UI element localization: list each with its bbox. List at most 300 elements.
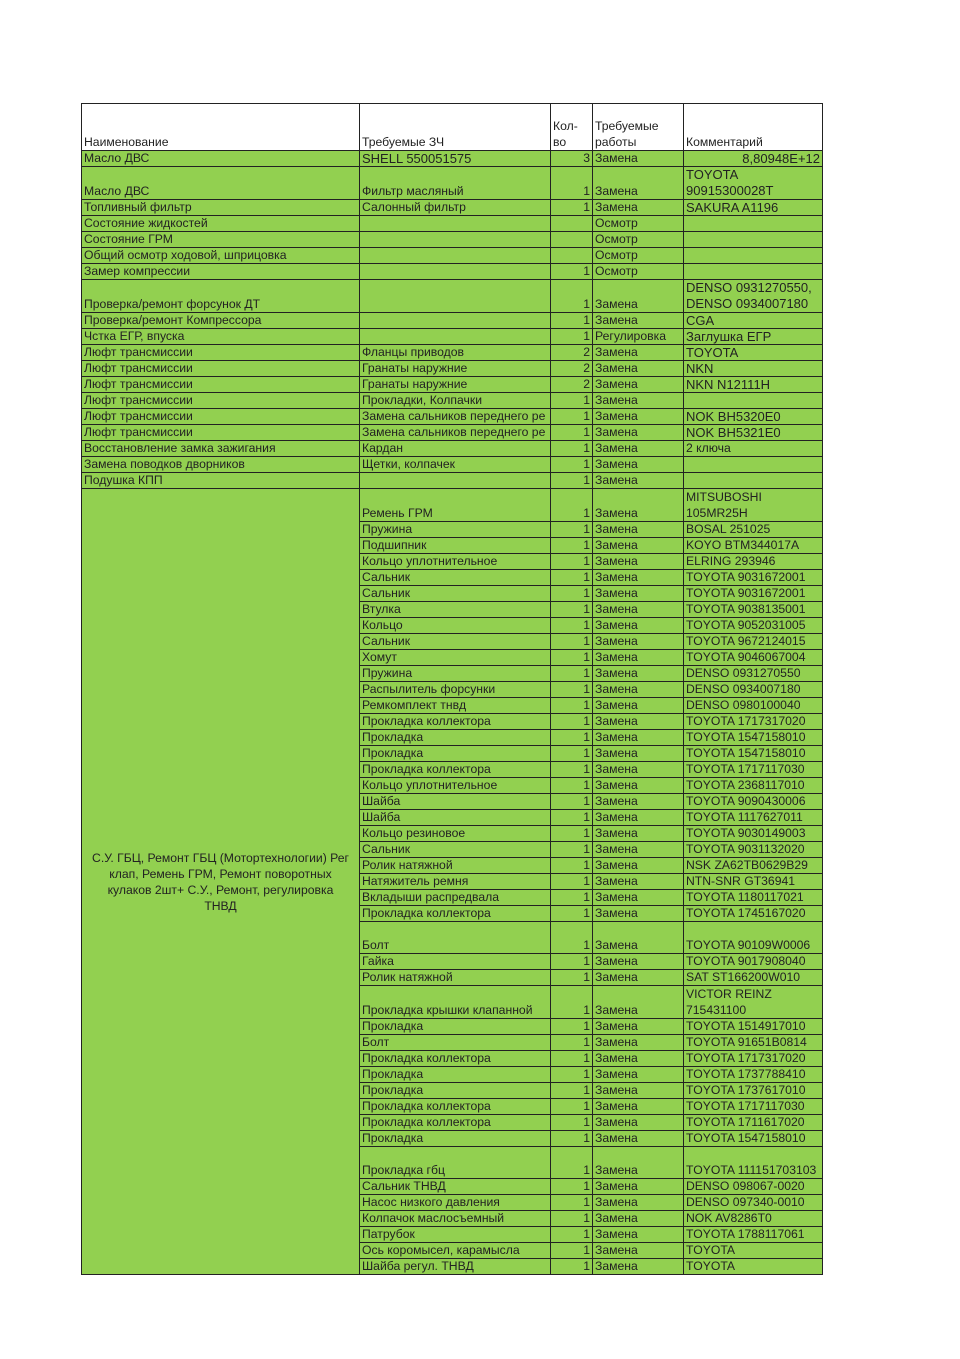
qty-cell[interactable]: 1: [551, 457, 593, 473]
qty-cell[interactable]: 2: [551, 345, 593, 361]
qty-cell[interactable]: 1: [551, 986, 593, 1019]
comment-cell[interactable]: TOYOTA 9031672001: [684, 570, 823, 586]
part-cell[interactable]: [360, 216, 551, 232]
name-cell[interactable]: Масло ДВС: [82, 167, 360, 200]
comment-cell[interactable]: TOYOTA 1547158010: [684, 746, 823, 762]
qty-cell[interactable]: 1: [551, 1195, 593, 1211]
name-cell[interactable]: Замена поводков дворников: [82, 457, 360, 473]
qty-cell[interactable]: 1: [551, 409, 593, 425]
work-cell[interactable]: Замена: [593, 1115, 684, 1131]
qty-cell[interactable]: 1: [551, 1179, 593, 1195]
qty-cell[interactable]: 1: [551, 473, 593, 489]
comment-cell[interactable]: TOYOTA 1737617010: [684, 1083, 823, 1099]
work-cell[interactable]: Осмотр: [593, 232, 684, 248]
work-cell[interactable]: Замена: [593, 425, 684, 441]
qty-cell[interactable]: 1: [551, 425, 593, 441]
name-cell[interactable]: Люфт трансмиссии: [82, 425, 360, 441]
name-cell[interactable]: Проверка/ремонт Компрессора: [82, 313, 360, 329]
comment-cell[interactable]: TOYOTA 1514917010: [684, 1019, 823, 1035]
work-cell[interactable]: Замена: [593, 1195, 684, 1211]
part-cell[interactable]: [360, 232, 551, 248]
part-cell[interactable]: Патрубок: [360, 1227, 551, 1243]
qty-cell[interactable]: 1: [551, 810, 593, 826]
part-cell[interactable]: Гранаты наружние: [360, 377, 551, 393]
part-cell[interactable]: Прокладка коллектора: [360, 1099, 551, 1115]
comment-cell[interactable]: MITSUBOSHI 105MR25H: [684, 489, 823, 522]
comment-cell[interactable]: Заглушка ЕГР: [684, 329, 823, 345]
table-row: [82, 473, 823, 489]
comment-cell[interactable]: TOYOTA 9030149003: [684, 826, 823, 842]
comment-cell[interactable]: [684, 473, 823, 489]
comment-cell[interactable]: TOYOTA 9031132020: [684, 842, 823, 858]
part-cell[interactable]: Прокладка коллектора: [360, 1051, 551, 1067]
table-row: [82, 216, 823, 232]
comment-cell[interactable]: TOYOTA 9090430006: [684, 794, 823, 810]
work-cell[interactable]: Замена: [593, 698, 684, 714]
part-cell[interactable]: Прокладка: [360, 1067, 551, 1083]
comment-cell[interactable]: TOYOTA 1717317020: [684, 714, 823, 730]
qty-cell[interactable]: 1: [551, 634, 593, 650]
work-cell[interactable]: Замена: [593, 826, 684, 842]
part-cell[interactable]: Прокладка: [360, 746, 551, 762]
part-cell[interactable]: SHELL 550051575: [360, 151, 551, 167]
comment-cell[interactable]: TOYOTA 1788117061: [684, 1227, 823, 1243]
part-cell[interactable]: Гайка: [360, 954, 551, 970]
part-cell[interactable]: Прокладка коллектора: [360, 762, 551, 778]
work-cell[interactable]: Замена: [593, 570, 684, 586]
comment-cell[interactable]: [684, 232, 823, 248]
qty-cell[interactable]: 1: [551, 730, 593, 746]
comment-cell[interactable]: TOYOTA: [684, 345, 823, 361]
table-row: [82, 361, 823, 377]
qty-cell[interactable]: 1: [551, 650, 593, 666]
qty-cell[interactable]: 1: [551, 842, 593, 858]
qty-cell[interactable]: 1: [551, 698, 593, 714]
work-cell[interactable]: Замена: [593, 409, 684, 425]
work-cell[interactable]: Замена: [593, 1259, 684, 1275]
part-cell[interactable]: Гранаты наружние: [360, 361, 551, 377]
name-cell[interactable]: Состояние жидкостей: [82, 216, 360, 232]
part-cell[interactable]: Сальник: [360, 634, 551, 650]
part-cell[interactable]: Прокладка крышки клапанной: [360, 986, 551, 1019]
qty-cell[interactable]: 1: [551, 522, 593, 538]
parts-spreadsheet: [81, 103, 823, 1275]
work-cell[interactable]: Замена: [593, 922, 684, 954]
qty-cell[interactable]: 1: [551, 954, 593, 970]
work-cell[interactable]: Замена: [593, 746, 684, 762]
part-cell[interactable]: [360, 313, 551, 329]
work-cell[interactable]: Замена: [593, 682, 684, 698]
part-cell[interactable]: Кольцо: [360, 618, 551, 634]
part-cell[interactable]: Колпачок маслосъемный: [360, 1211, 551, 1227]
comment-cell[interactable]: NOK BH5320E0: [684, 409, 823, 425]
table-row: [82, 441, 823, 457]
qty-cell[interactable]: 1: [551, 393, 593, 409]
comment-cell[interactable]: NOK BH5321E0: [684, 425, 823, 441]
qty-cell[interactable]: 1: [551, 922, 593, 954]
comment-cell[interactable]: TOYOTA 2368117010: [684, 778, 823, 794]
work-cell[interactable]: Замена: [593, 377, 684, 393]
work-cell[interactable]: Замена: [593, 441, 684, 457]
qty-cell[interactable]: 1: [551, 874, 593, 890]
part-cell[interactable]: Фильтр масляный: [360, 167, 551, 200]
part-cell[interactable]: Прокладки, Колпачки: [360, 393, 551, 409]
part-cell[interactable]: Фланцы приводов: [360, 345, 551, 361]
part-cell[interactable]: Замена сальников переднего ре: [360, 409, 551, 425]
part-cell[interactable]: Шайба: [360, 794, 551, 810]
work-cell[interactable]: Замена: [593, 602, 684, 618]
qty-cell[interactable]: 1: [551, 778, 593, 794]
comment-cell[interactable]: BOSAL 251025: [684, 522, 823, 538]
comment-cell[interactable]: [684, 457, 823, 473]
qty-cell[interactable]: 1: [551, 1035, 593, 1051]
header-name[interactable]: Наименование: [82, 104, 360, 151]
work-cell[interactable]: Замена: [593, 1243, 684, 1259]
name-cell[interactable]: Топливный фильтр: [82, 200, 360, 216]
part-cell[interactable]: Прокладка коллектора: [360, 714, 551, 730]
comment-cell[interactable]: NOK AV8286T0: [684, 1211, 823, 1227]
table-row: [82, 425, 823, 441]
part-cell[interactable]: Сальник ТНВД: [360, 1179, 551, 1195]
work-cell[interactable]: Замена: [593, 345, 684, 361]
qty-cell[interactable]: 1: [551, 1115, 593, 1131]
work-cell[interactable]: Замена: [593, 280, 684, 313]
qty-cell[interactable]: 1: [551, 554, 593, 570]
name-cell[interactable]: Подушка КПП: [82, 473, 360, 489]
qty-cell[interactable]: [551, 232, 593, 248]
work-cell[interactable]: Замена: [593, 554, 684, 570]
qty-cell[interactable]: 1: [551, 618, 593, 634]
work-cell[interactable]: Замена: [593, 778, 684, 794]
comment-cell[interactable]: [684, 216, 823, 232]
qty-cell[interactable]: 1: [551, 167, 593, 200]
table-row: [82, 457, 823, 473]
work-cell[interactable]: Замена: [593, 1227, 684, 1243]
qty-cell[interactable]: 1: [551, 489, 593, 522]
qty-cell[interactable]: 1: [551, 1099, 593, 1115]
table-row: [82, 313, 823, 329]
part-cell[interactable]: Распылитель форсунки: [360, 682, 551, 698]
work-cell[interactable]: Замена: [593, 1179, 684, 1195]
table-row: [82, 232, 823, 248]
qty-cell[interactable]: 1: [551, 1211, 593, 1227]
name-cell[interactable]: Состояние ГРМ: [82, 232, 360, 248]
work-cell[interactable]: Замена: [593, 650, 684, 666]
name-cell[interactable]: Масло ДВС: [82, 151, 360, 167]
part-cell[interactable]: Хомут: [360, 650, 551, 666]
qty-cell[interactable]: 1: [551, 714, 593, 730]
work-cell[interactable]: Замена: [593, 151, 684, 167]
comment-cell[interactable]: DENSO 097340-0010: [684, 1195, 823, 1211]
comment-cell[interactable]: DENSO 0931270550: [684, 666, 823, 682]
comment-cell[interactable]: [684, 248, 823, 264]
comment-cell[interactable]: VICTOR REINZ 715431100: [684, 986, 823, 1019]
comment-cell[interactable]: TOYOTA: [684, 1243, 823, 1259]
work-cell[interactable]: Замена: [593, 794, 684, 810]
work-cell[interactable]: Замена: [593, 1211, 684, 1227]
name-cell[interactable]: Проверка/ремонт форсунок ДТ: [82, 280, 360, 313]
comment-cell[interactable]: DENSO 098067-0020: [684, 1179, 823, 1195]
qty-cell[interactable]: 1: [551, 280, 593, 313]
table-row: [82, 167, 823, 200]
qty-cell[interactable]: 1: [551, 858, 593, 874]
part-cell[interactable]: Ремень ГРМ: [360, 489, 551, 522]
work-cell[interactable]: Замена: [593, 810, 684, 826]
qty-cell[interactable]: 1: [551, 1083, 593, 1099]
qty-cell[interactable]: 1: [551, 970, 593, 986]
work-cell[interactable]: Замена: [593, 1067, 684, 1083]
comment-cell[interactable]: ELRING 293946: [684, 554, 823, 570]
qty-cell[interactable]: 1: [551, 746, 593, 762]
comment-cell[interactable]: TOYOTA 1547158010: [684, 730, 823, 746]
comment-cell[interactable]: TOYOTA 1180117021: [684, 890, 823, 906]
qty-cell[interactable]: 1: [551, 1147, 593, 1179]
name-cell[interactable]: Восстановление замка зажигания: [82, 441, 360, 457]
comment-cell[interactable]: TOYOTA 9038135001: [684, 602, 823, 618]
qty-cell[interactable]: [551, 216, 593, 232]
part-cell[interactable]: Щетки, колпачек: [360, 457, 551, 473]
qty-cell[interactable]: 2: [551, 377, 593, 393]
part-cell[interactable]: [360, 280, 551, 313]
comment-cell[interactable]: TOYOTA 1547158010: [684, 1131, 823, 1147]
comment-cell[interactable]: TOYOTA 90915300028T: [684, 167, 823, 200]
work-cell[interactable]: Замена: [593, 1083, 684, 1099]
work-cell[interactable]: Замена: [593, 313, 684, 329]
work-cell[interactable]: Замена: [593, 986, 684, 1019]
qty-cell[interactable]: 1: [551, 794, 593, 810]
comment-cell[interactable]: NKN: [684, 361, 823, 377]
part-cell[interactable]: Прокладка: [360, 1083, 551, 1099]
comment-cell[interactable]: TOYOTA: [684, 1259, 823, 1275]
work-cell[interactable]: Замена: [593, 890, 684, 906]
qty-cell[interactable]: 1: [551, 200, 593, 216]
comment-cell[interactable]: TOYOTA 1717317020: [684, 1051, 823, 1067]
qty-cell[interactable]: 1: [551, 586, 593, 602]
qty-cell[interactable]: 1: [551, 762, 593, 778]
qty-cell[interactable]: 1: [551, 906, 593, 922]
comment-cell[interactable]: TOYOTA 91651B0814: [684, 1035, 823, 1051]
part-cell[interactable]: Сальник: [360, 842, 551, 858]
work-cell[interactable]: Замена: [593, 538, 684, 554]
comment-cell[interactable]: TOYOTA 90109W0006: [684, 922, 823, 954]
header-parts[interactable]: Требуемые ЗЧ: [360, 104, 551, 151]
comment-cell[interactable]: CGA: [684, 313, 823, 329]
work-cell[interactable]: Замена: [593, 1131, 684, 1147]
work-cell[interactable]: Замена: [593, 842, 684, 858]
qty-cell[interactable]: 1: [551, 666, 593, 682]
qty-cell[interactable]: 1: [551, 1227, 593, 1243]
work-cell[interactable]: Замена: [593, 714, 684, 730]
name-cell[interactable]: Люфт трансмиссии: [82, 377, 360, 393]
part-cell[interactable]: Кардан: [360, 441, 551, 457]
part-cell[interactable]: Ролик натяжной: [360, 970, 551, 986]
name-cell[interactable]: Люфт трансмиссии: [82, 393, 360, 409]
qty-cell[interactable]: 1: [551, 329, 593, 345]
work-cell[interactable]: Замена: [593, 858, 684, 874]
name-cell[interactable]: Люфт трансмиссии: [82, 361, 360, 377]
work-cell[interactable]: Регулировка: [593, 329, 684, 345]
work-cell[interactable]: Замена: [593, 954, 684, 970]
qty-cell[interactable]: 1: [551, 570, 593, 586]
part-cell[interactable]: Насос низкого давления: [360, 1195, 551, 1211]
work-cell[interactable]: Замена: [593, 586, 684, 602]
part-cell[interactable]: Кольцо уплотнительное: [360, 778, 551, 794]
work-cell[interactable]: Замена: [593, 730, 684, 746]
work-cell[interactable]: Осмотр: [593, 248, 684, 264]
table-row: [82, 345, 823, 361]
work-cell[interactable]: Замена: [593, 666, 684, 682]
qty-cell[interactable]: 1: [551, 264, 593, 280]
part-cell[interactable]: [360, 473, 551, 489]
header-qty[interactable]: Кол-во: [551, 104, 593, 151]
comment-cell[interactable]: TOYOTA 9052031005: [684, 618, 823, 634]
work-cell[interactable]: Замена: [593, 489, 684, 522]
work-cell[interactable]: Замена: [593, 762, 684, 778]
qty-cell[interactable]: 1: [551, 313, 593, 329]
part-cell[interactable]: [360, 329, 551, 345]
qty-cell[interactable]: 2: [551, 361, 593, 377]
work-cell[interactable]: Замена: [593, 522, 684, 538]
table-row: [82, 151, 823, 167]
part-cell[interactable]: Ось коромысел, карамысла: [360, 1243, 551, 1259]
part-cell[interactable]: Салонный фильтр: [360, 200, 551, 216]
part-cell[interactable]: [360, 248, 551, 264]
qty-cell[interactable]: 1: [551, 538, 593, 554]
part-cell[interactable]: Ремкомплект тнвд: [360, 698, 551, 714]
work-cell[interactable]: Замена: [593, 970, 684, 986]
work-cell[interactable]: Осмотр: [593, 264, 684, 280]
table-row: [82, 248, 823, 264]
work-cell[interactable]: Замена: [593, 618, 684, 634]
comment-cell[interactable]: DENSO 0934007180: [684, 682, 823, 698]
part-cell[interactable]: Пружина: [360, 666, 551, 682]
comment-cell[interactable]: TOYOTA 9046067004: [684, 650, 823, 666]
work-cell[interactable]: Замена: [593, 361, 684, 377]
work-cell[interactable]: Замена: [593, 1147, 684, 1179]
part-cell[interactable]: Прокладка: [360, 1019, 551, 1035]
work-cell[interactable]: Замена: [593, 1035, 684, 1051]
comment-cell[interactable]: TOYOTA 9672124015: [684, 634, 823, 650]
work-cell[interactable]: Осмотр: [593, 216, 684, 232]
work-cell[interactable]: Замена: [593, 167, 684, 200]
name-cell[interactable]: Общий осмотр ходовой, шприцовка: [82, 248, 360, 264]
qty-cell[interactable]: 1: [551, 1051, 593, 1067]
name-cell[interactable]: Люфт трансмиссии: [82, 345, 360, 361]
qty-cell[interactable]: 1: [551, 1067, 593, 1083]
comment-cell[interactable]: TOYOTA 1717117030: [684, 762, 823, 778]
comment-cell[interactable]: 2 ключа: [684, 441, 823, 457]
part-cell[interactable]: Болт: [360, 922, 551, 954]
part-cell[interactable]: Сальник: [360, 586, 551, 602]
work-cell[interactable]: Замена: [593, 393, 684, 409]
comment-cell[interactable]: TOYOTA 9017908040: [684, 954, 823, 970]
qty-cell[interactable]: 1: [551, 1259, 593, 1275]
comment-cell[interactable]: TOYOTA 1745167020: [684, 906, 823, 922]
qty-cell[interactable]: 1: [551, 441, 593, 457]
qty-cell[interactable]: 1: [551, 826, 593, 842]
qty-cell[interactable]: 1: [551, 1243, 593, 1259]
work-cell[interactable]: Замена: [593, 1019, 684, 1035]
part-cell[interactable]: Болт: [360, 1035, 551, 1051]
work-cell[interactable]: Замена: [593, 1099, 684, 1115]
part-cell[interactable]: Замена сальников переднего ре: [360, 425, 551, 441]
work-cell[interactable]: Замена: [593, 457, 684, 473]
comment-cell[interactable]: KOYO BTM344017A: [684, 538, 823, 554]
part-cell[interactable]: Вкладыши распредвала: [360, 890, 551, 906]
part-cell[interactable]: Кольцо резиновое: [360, 826, 551, 842]
name-cell[interactable]: Люфт трансмиссии: [82, 409, 360, 425]
comment-cell[interactable]: TOYOTA 1711617020: [684, 1115, 823, 1131]
qty-cell[interactable]: 1: [551, 1131, 593, 1147]
part-cell[interactable]: Прокладка: [360, 730, 551, 746]
comment-cell[interactable]: 8,80948E+12: [684, 151, 823, 167]
part-cell[interactable]: Кольцо уплотнительное: [360, 554, 551, 570]
work-cell[interactable]: Замена: [593, 634, 684, 650]
qty-cell[interactable]: 3: [551, 151, 593, 167]
part-cell[interactable]: Сальник: [360, 570, 551, 586]
comment-cell[interactable]: [684, 264, 823, 280]
comment-cell[interactable]: DENSO 0931270550, DENSO 0934007180: [684, 280, 823, 313]
part-cell[interactable]: Шайба регул. ТНВД: [360, 1259, 551, 1275]
header-works[interactable]: Требуемые работы: [593, 104, 684, 151]
table-row: [82, 264, 823, 280]
comment-cell[interactable]: TOYOTA 1717117030: [684, 1099, 823, 1115]
comment-cell[interactable]: NTN-SNR GT36941: [684, 874, 823, 890]
table-row: [82, 489, 823, 522]
part-cell[interactable]: [360, 264, 551, 280]
comment-cell[interactable]: SAKURA A1196: [684, 200, 823, 216]
comment-cell[interactable]: DENSO 0980100040: [684, 698, 823, 714]
part-cell[interactable]: Пружина: [360, 522, 551, 538]
part-cell[interactable]: Натяжитель ремня: [360, 874, 551, 890]
work-cell[interactable]: Замена: [593, 874, 684, 890]
part-cell[interactable]: Прокладка гбц: [360, 1147, 551, 1179]
header-comment[interactable]: Комментарий: [684, 104, 823, 151]
table-row: [82, 409, 823, 425]
part-cell[interactable]: Шайба: [360, 810, 551, 826]
work-cell[interactable]: Замена: [593, 1051, 684, 1067]
part-cell[interactable]: Ролик натяжной: [360, 858, 551, 874]
qty-cell[interactable]: [551, 248, 593, 264]
qty-cell[interactable]: 1: [551, 890, 593, 906]
qty-cell[interactable]: 1: [551, 682, 593, 698]
table-row: [82, 377, 823, 393]
qty-cell[interactable]: 1: [551, 602, 593, 618]
comment-cell[interactable]: NSK ZA62TB0629B29: [684, 858, 823, 874]
work-cell[interactable]: Замена: [593, 906, 684, 922]
comment-cell[interactable]: TOYOTA 9031672001: [684, 586, 823, 602]
comment-cell[interactable]: NKN N12111H: [684, 377, 823, 393]
part-cell[interactable]: Прокладка коллектора: [360, 906, 551, 922]
work-cell[interactable]: Замена: [593, 200, 684, 216]
comment-cell[interactable]: TOYOTA 1737788410: [684, 1067, 823, 1083]
part-cell[interactable]: Втулка: [360, 602, 551, 618]
table-row: [82, 280, 823, 313]
part-cell[interactable]: Прокладка коллектора: [360, 1115, 551, 1131]
work-cell[interactable]: Замена: [593, 473, 684, 489]
name-cell[interactable]: Чстка ЕГР, впуска: [82, 329, 360, 345]
qty-cell[interactable]: 1: [551, 1019, 593, 1035]
part-cell[interactable]: Подшипник: [360, 538, 551, 554]
comment-cell[interactable]: [684, 393, 823, 409]
header-row: [82, 104, 823, 151]
name-cell[interactable]: Замер компрессии: [82, 264, 360, 280]
part-cell[interactable]: Прокладка: [360, 1131, 551, 1147]
merged-name-cell[interactable]: С.У. ГБЦ, Ремонт ГБЦ (Мотортехнологии) Рег клап, Ремень ГРМ, Ремонт поворотных кулаков 2шт+ С.У., Ремонт, регулировка ТНВД: [82, 489, 360, 1275]
comment-cell[interactable]: TOYOTA 111151703103: [684, 1147, 823, 1179]
comment-cell[interactable]: TOYOTA 1117627011: [684, 810, 823, 826]
comment-cell[interactable]: SAT ST166200W010: [684, 970, 823, 986]
